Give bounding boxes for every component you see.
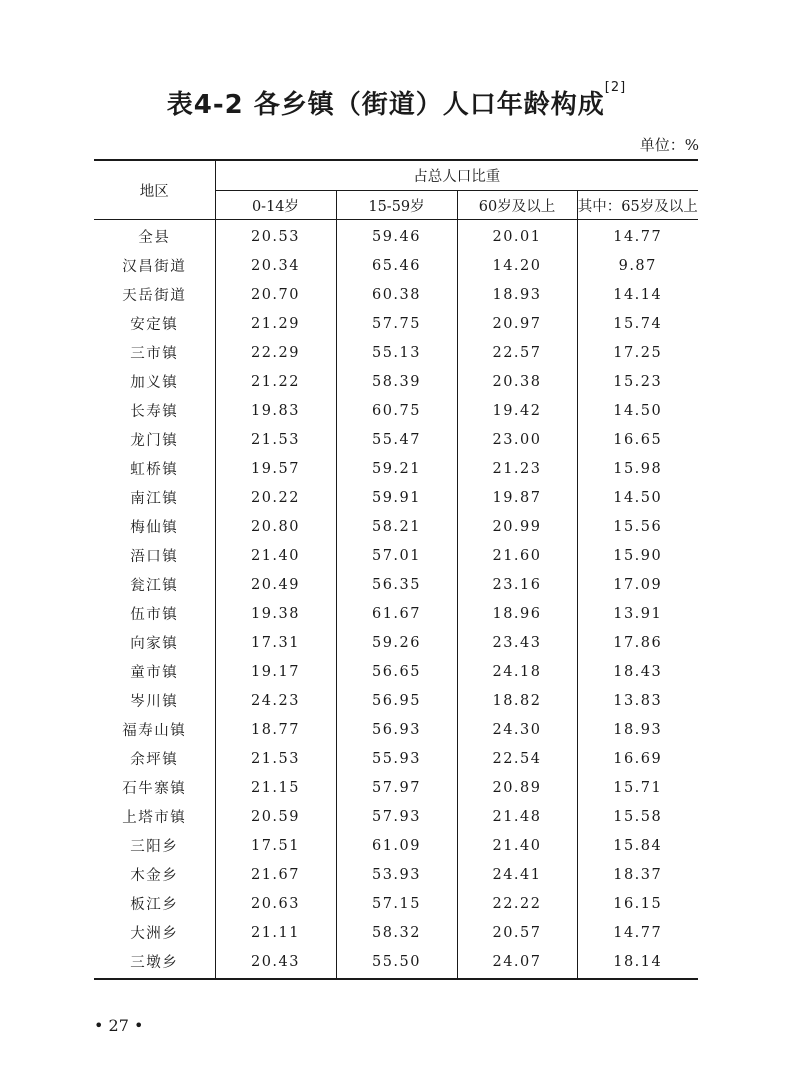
column-header: 60岁及以上 (457, 191, 577, 220)
table-row (94, 425, 698, 454)
value-cell: 22.54 (457, 744, 577, 773)
value-cell: 9.87 (577, 251, 698, 280)
value-cell: 57.97 (336, 773, 457, 802)
value-cell: 24.07 (457, 947, 577, 979)
value-cell: 14.50 (577, 483, 698, 512)
value-cell: 15.23 (577, 367, 698, 396)
value-cell: 59.26 (336, 628, 457, 657)
value-cell: 21.53 (215, 744, 336, 773)
value-cell: 21.23 (457, 454, 577, 483)
value-cell: 14.50 (577, 396, 698, 425)
value-cell: 18.93 (577, 715, 698, 744)
area-name-cell: 加义镇 (130, 375, 179, 391)
table-row (94, 570, 698, 599)
value-cell: 20.70 (215, 280, 336, 309)
table-row (94, 831, 698, 860)
page-title (0, 80, 793, 121)
table-row (94, 657, 698, 686)
table-row (94, 220, 698, 252)
value-cell: 20.53 (215, 220, 336, 252)
area-name-cell: 浯口镇 (130, 549, 179, 565)
area-name-cell: 三阳乡 (130, 839, 179, 855)
value-cell: 59.21 (336, 454, 457, 483)
value-cell: 18.43 (577, 657, 698, 686)
value-cell: 57.01 (336, 541, 457, 570)
area-name-cell: 福寿山镇 (122, 723, 187, 739)
value-cell: 20.34 (215, 251, 336, 280)
area-name-cell: 石牛寨镇 (122, 781, 187, 797)
value-cell: 20.43 (215, 947, 336, 979)
column-header: 15-59岁 (336, 191, 457, 220)
table-row (94, 309, 698, 338)
table-row (94, 947, 698, 979)
area-name-cell: 上塔市镇 (122, 810, 187, 826)
value-cell: 20.22 (215, 483, 336, 512)
page-number: • 27 • (94, 1016, 144, 1035)
area-name-cell: 天岳街道 (122, 288, 187, 304)
value-cell: 19.38 (215, 599, 336, 628)
area-name-cell: 童市镇 (130, 665, 179, 681)
area-name-cell: 虹桥镇 (130, 462, 179, 478)
value-cell: 17.25 (577, 338, 698, 367)
value-cell: 18.14 (577, 947, 698, 979)
value-cell: 56.35 (336, 570, 457, 599)
table-row (94, 744, 698, 773)
value-cell: 15.90 (577, 541, 698, 570)
title-text: 表4-2 各乡镇（街道）人口年龄构成 (166, 90, 605, 120)
value-cell: 56.93 (336, 715, 457, 744)
value-cell: 20.63 (215, 889, 336, 918)
value-cell: 15.74 (577, 309, 698, 338)
title-footnote-marker: [2] (604, 80, 627, 95)
value-cell: 18.77 (215, 715, 336, 744)
value-cell: 21.29 (215, 309, 336, 338)
area-name-cell: 全县 (138, 230, 171, 246)
value-cell: 17.86 (577, 628, 698, 657)
value-cell: 19.42 (457, 396, 577, 425)
value-cell: 57.15 (336, 889, 457, 918)
value-cell: 65.46 (336, 251, 457, 280)
table-row (94, 773, 698, 802)
area-name-cell: 三墩乡 (94, 947, 215, 979)
area-header: 地区 (94, 160, 215, 220)
area-name-cell: 木金乡 (130, 868, 179, 884)
area-name-cell: 向家镇 (130, 636, 179, 652)
value-cell: 57.75 (336, 309, 457, 338)
value-cell: 13.83 (577, 686, 698, 715)
table-row (94, 396, 698, 425)
value-cell: 56.65 (336, 657, 457, 686)
value-cell: 58.32 (336, 918, 457, 947)
value-cell: 14.20 (457, 251, 577, 280)
value-cell: 16.15 (577, 889, 698, 918)
value-cell: 22.57 (457, 338, 577, 367)
value-cell: 21.15 (215, 773, 336, 802)
unit-label: 单位：% (639, 136, 699, 154)
table-row (94, 541, 698, 570)
value-cell: 21.22 (215, 367, 336, 396)
value-cell: 24.41 (457, 860, 577, 889)
value-cell: 20.38 (457, 367, 577, 396)
column-header: 0-14岁 (215, 191, 336, 220)
value-cell: 20.57 (457, 918, 577, 947)
value-cell: 24.30 (457, 715, 577, 744)
value-cell: 21.48 (457, 802, 577, 831)
value-cell: 24.18 (457, 657, 577, 686)
value-cell: 14.77 (577, 918, 698, 947)
value-cell: 59.91 (336, 483, 457, 512)
area-name-cell: 南江镇 (130, 491, 179, 507)
value-cell: 15.84 (577, 831, 698, 860)
value-cell: 15.56 (577, 512, 698, 541)
table-row (94, 860, 698, 889)
area-name-cell: 板江乡 (130, 897, 179, 913)
table-row (94, 715, 698, 744)
value-cell: 55.13 (336, 338, 457, 367)
value-cell: 18.93 (457, 280, 577, 309)
value-cell: 20.49 (215, 570, 336, 599)
value-cell: 13.91 (577, 599, 698, 628)
value-cell: 58.39 (336, 367, 457, 396)
table-row (94, 599, 698, 628)
value-cell: 19.57 (215, 454, 336, 483)
value-cell: 60.38 (336, 280, 457, 309)
value-cell: 21.11 (215, 918, 336, 947)
value-cell: 21.40 (457, 831, 577, 860)
table-row (94, 802, 698, 831)
table-row (94, 251, 698, 280)
area-name-cell: 瓮江镇 (130, 578, 179, 594)
area-name-cell: 梅仙镇 (130, 520, 179, 536)
area-name-cell: 安定镇 (130, 317, 179, 333)
area-name-cell: 余坪镇 (130, 752, 179, 768)
value-cell: 23.16 (457, 570, 577, 599)
value-cell: 61.09 (336, 831, 457, 860)
value-cell: 23.00 (457, 425, 577, 454)
value-cell: 21.53 (215, 425, 336, 454)
value-cell: 20.97 (457, 309, 577, 338)
value-cell: 17.31 (215, 628, 336, 657)
value-cell: 16.69 (577, 744, 698, 773)
value-cell: 59.46 (336, 220, 457, 252)
value-cell: 16.65 (577, 425, 698, 454)
value-cell: 22.29 (215, 338, 336, 367)
value-cell: 55.47 (336, 425, 457, 454)
value-cell: 14.14 (577, 280, 698, 309)
table-row (94, 628, 698, 657)
area-name-cell: 三市镇 (130, 346, 179, 362)
value-cell: 20.89 (457, 773, 577, 802)
value-cell: 20.80 (215, 512, 336, 541)
value-cell: 15.98 (577, 454, 698, 483)
value-cell: 19.87 (457, 483, 577, 512)
value-cell: 58.21 (336, 512, 457, 541)
value-cell: 23.43 (457, 628, 577, 657)
value-cell: 20.99 (457, 512, 577, 541)
value-cell: 21.40 (215, 541, 336, 570)
value-cell: 15.58 (577, 802, 698, 831)
value-cell: 53.93 (336, 860, 457, 889)
group-header: 占总人口比重 (215, 160, 698, 191)
value-cell: 18.82 (457, 686, 577, 715)
value-cell: 20.01 (457, 220, 577, 252)
value-cell: 55.93 (336, 744, 457, 773)
area-name-cell: 汉昌街道 (122, 259, 187, 275)
value-cell: 61.67 (336, 599, 457, 628)
value-cell: 14.77 (577, 220, 698, 252)
value-cell: 20.59 (215, 802, 336, 831)
table-row (94, 454, 698, 483)
table-row (94, 338, 698, 367)
table-row (94, 512, 698, 541)
table-row (94, 918, 698, 947)
value-cell: 17.09 (577, 570, 698, 599)
table-row (94, 889, 698, 918)
area-name-cell: 龙门镇 (130, 433, 179, 449)
value-cell: 21.67 (215, 860, 336, 889)
age-structure-table (94, 159, 698, 980)
value-cell: 19.17 (215, 657, 336, 686)
area-name-cell: 长寿镇 (130, 404, 179, 420)
table-row (94, 686, 698, 715)
value-cell: 60.75 (336, 396, 457, 425)
value-cell: 22.22 (457, 889, 577, 918)
value-cell: 24.23 (215, 686, 336, 715)
value-cell: 21.60 (457, 541, 577, 570)
table-row (94, 280, 698, 309)
area-name-cell: 岑川镇 (130, 694, 179, 710)
value-cell: 19.83 (215, 396, 336, 425)
value-cell: 17.51 (215, 831, 336, 860)
column-header: 其中：65岁及以上 (577, 191, 698, 220)
area-name-cell: 伍市镇 (130, 607, 179, 623)
table-row (94, 483, 698, 512)
value-cell: 18.96 (457, 599, 577, 628)
value-cell: 57.93 (336, 802, 457, 831)
value-cell: 15.71 (577, 773, 698, 802)
area-name-cell: 大洲乡 (130, 926, 179, 942)
table-body (94, 220, 698, 980)
value-cell: 18.37 (577, 860, 698, 889)
table-row (94, 367, 698, 396)
value-cell: 55.50 (336, 947, 457, 979)
value-cell: 56.95 (336, 686, 457, 715)
